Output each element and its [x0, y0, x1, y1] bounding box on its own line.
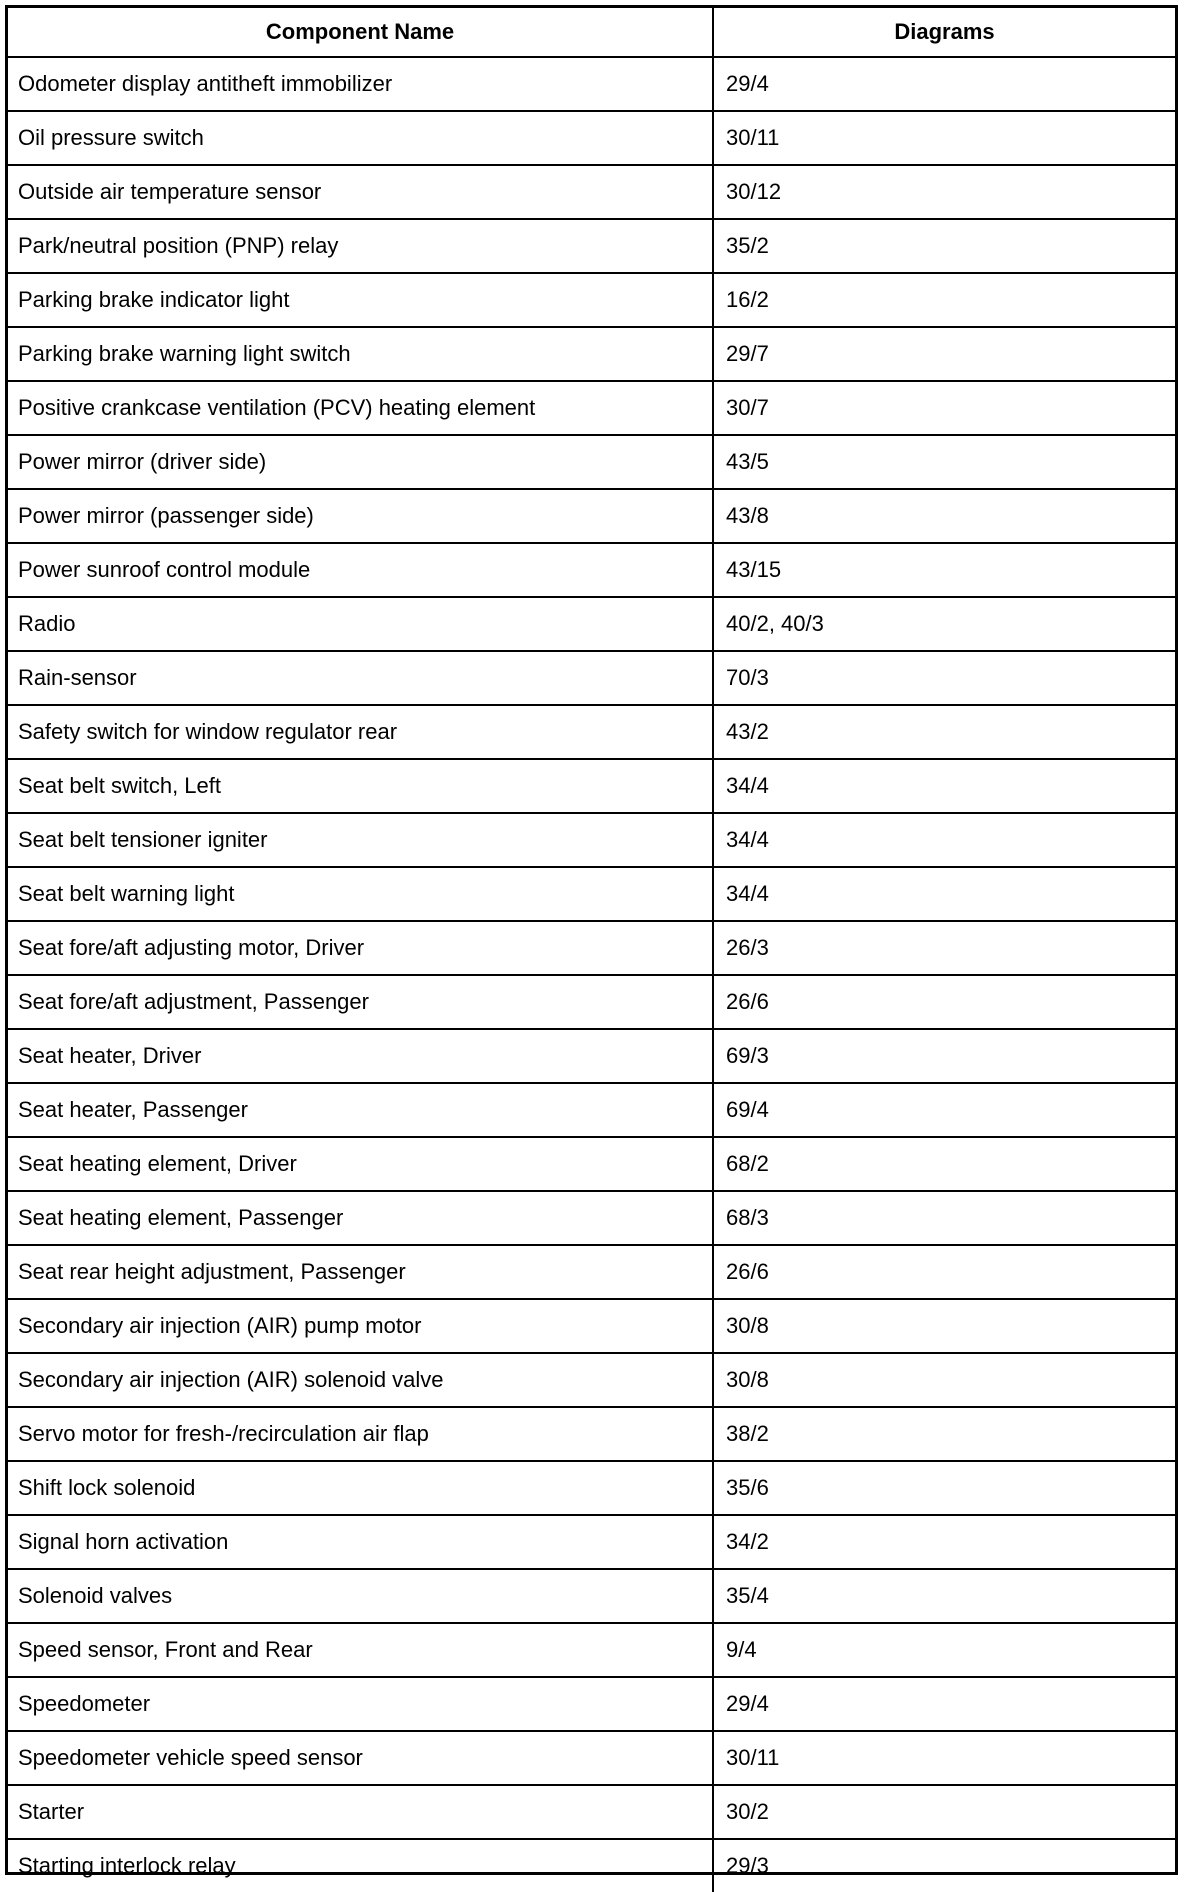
- diagrams-cell: 38/2: [713, 1407, 1175, 1461]
- diagrams-cell: 29/7: [713, 327, 1175, 381]
- table-row: [8, 327, 1175, 381]
- component-name-cell: Seat heater, Driver: [8, 1029, 713, 1083]
- diagrams-cell: 30/8: [713, 1299, 1175, 1353]
- table-row: [8, 435, 1175, 489]
- component-name-cell: Seat heater, Passenger: [8, 1083, 713, 1137]
- component-name-cell: Signal horn activation: [8, 1515, 713, 1569]
- component-name-cell: Seat fore/aft adjusting motor, Driver: [8, 921, 713, 975]
- component-name-cell: Radio: [8, 597, 713, 651]
- table-row: [8, 1083, 1175, 1137]
- table-row: [8, 1731, 1175, 1785]
- table-row: [8, 813, 1175, 867]
- table-row: [8, 1461, 1175, 1515]
- table-row: [8, 1623, 1175, 1677]
- diagrams-cell: 69/3: [713, 1029, 1175, 1083]
- component-name-cell: Seat heating element, Passenger: [8, 1191, 713, 1245]
- table-row: [8, 1785, 1175, 1839]
- table-row: [8, 1137, 1175, 1191]
- table-row: [8, 273, 1175, 327]
- table-row: [8, 921, 1175, 975]
- component-name-cell: Power mirror (driver side): [8, 435, 713, 489]
- diagrams-cell: 69/4: [713, 1083, 1175, 1137]
- component-name-cell: Seat heating element, Driver: [8, 1137, 713, 1191]
- diagrams-cell: 30/11: [713, 1731, 1175, 1785]
- table-row: [8, 1353, 1175, 1407]
- diagrams-cell: 16/2: [713, 273, 1175, 327]
- diagrams-cell: 29/3: [726, 1853, 769, 1878]
- component-name-cell: Speed sensor, Front and Rear: [8, 1623, 713, 1677]
- component-name-cell: Seat rear height adjustment, Passenger: [8, 1245, 713, 1299]
- component-name-cell: Park/neutral position (PNP) relay: [8, 219, 713, 273]
- table-row: [8, 381, 1175, 435]
- diagrams-cell: 43/2: [713, 705, 1175, 759]
- diagrams-cell: 43/8: [713, 489, 1175, 543]
- diagrams-cell: 34/2: [713, 1515, 1175, 1569]
- diagrams-cell: 40/2, 40/3: [713, 597, 1175, 651]
- diagrams-cell: 30/7: [713, 381, 1175, 435]
- diagrams-cell: 70/3: [713, 651, 1175, 705]
- component-name-cell: Shift lock solenoid: [8, 1461, 713, 1515]
- component-name-cell: Power sunroof control module: [8, 543, 713, 597]
- diagrams-cell: 30/11: [713, 111, 1175, 165]
- diagrams-cell: 43/5: [713, 435, 1175, 489]
- component-name-cell: Rain-sensor: [8, 651, 713, 705]
- component-diagram-table: [8, 8, 1175, 1892]
- column-header-diagrams: Diagrams: [713, 8, 1175, 57]
- table-row: [8, 975, 1175, 1029]
- component-name-cell: Oil pressure switch: [8, 111, 713, 165]
- diagrams-cell: 29/4: [713, 57, 1175, 111]
- table-row: [8, 1677, 1175, 1731]
- component-name-cell: Seat belt switch, Left: [8, 759, 713, 813]
- table-row: [8, 1569, 1175, 1623]
- component-name-cell: Secondary air injection (AIR) pump motor: [8, 1299, 713, 1353]
- table-row: [8, 489, 1175, 543]
- diagrams-cell: 43/15: [713, 543, 1175, 597]
- component-name-cell: Speedometer vehicle speed sensor: [8, 1731, 713, 1785]
- diagrams-cell: 35/6: [713, 1461, 1175, 1515]
- table-row: [8, 111, 1175, 165]
- component-name-cell: Starting interlock relay: [8, 1839, 713, 1892]
- table-row: [8, 651, 1175, 705]
- table-header: [8, 8, 1175, 57]
- table-row: [8, 57, 1175, 111]
- component-name-cell: Starter: [8, 1785, 713, 1839]
- component-name-cell: Solenoid valves: [8, 1569, 713, 1623]
- diagrams-cell: 35/2: [713, 219, 1175, 273]
- component-name-cell: Safety switch for window regulator rear: [8, 705, 713, 759]
- component-name-cell: Seat belt warning light: [8, 867, 713, 921]
- table-body: [8, 57, 1175, 1892]
- diagrams-cell: 9/4: [713, 1623, 1175, 1677]
- table-row: [8, 1029, 1175, 1083]
- component-name-cell: Seat fore/aft adjustment, Passenger: [8, 975, 713, 1029]
- diagrams-cell: 35/4: [713, 1569, 1175, 1623]
- diagrams-cell: 26/3: [713, 921, 1175, 975]
- component-name-cell: Seat belt tensioner igniter: [8, 813, 713, 867]
- diagrams-cell: 26/6: [713, 975, 1175, 1029]
- diagrams-cell: 68/2: [713, 1137, 1175, 1191]
- table-row: [8, 1299, 1175, 1353]
- diagrams-cell: 26/6: [713, 1245, 1175, 1299]
- diagrams-cell: 34/4: [713, 759, 1175, 813]
- component-name-cell: Parking brake indicator light: [8, 273, 713, 327]
- diagrams-cell: 30/12: [713, 165, 1175, 219]
- component-name-cell: Speedometer: [8, 1677, 713, 1731]
- component-name-cell: Secondary air injection (AIR) solenoid valve: [8, 1353, 713, 1407]
- table-row: [8, 1839, 1175, 1892]
- diagrams-cell: 34/4: [713, 867, 1175, 921]
- table-row: [8, 219, 1175, 273]
- table-row: [8, 543, 1175, 597]
- component-name-cell: Outside air temperature sensor: [8, 165, 713, 219]
- component-name-cell: Parking brake warning light switch: [8, 327, 713, 381]
- table-row: [8, 1245, 1175, 1299]
- table-row: [8, 1407, 1175, 1461]
- table-row: [8, 705, 1175, 759]
- table-row: [8, 1191, 1175, 1245]
- header-row: [8, 8, 1175, 57]
- diagrams-cell: 29/4: [713, 1677, 1175, 1731]
- table-row: [8, 759, 1175, 813]
- component-name-cell: Power mirror (passenger side): [8, 489, 713, 543]
- table-row: [8, 867, 1175, 921]
- component-name-cell: Odometer display antitheft immobilizer: [8, 57, 713, 111]
- diagrams-cell: 30/2: [713, 1785, 1175, 1839]
- table-row: [8, 165, 1175, 219]
- component-table-frame: [5, 5, 1178, 1878]
- column-header-component-name: Component Name: [8, 8, 713, 57]
- diagrams-cell: 68/3: [713, 1191, 1175, 1245]
- table-row: [8, 1515, 1175, 1569]
- component-name-cell: Positive crankcase ventilation (PCV) heating element: [8, 381, 713, 435]
- table-row: [8, 597, 1175, 651]
- diagrams-cell: 34/4: [713, 813, 1175, 867]
- diagrams-cell: 30/8: [713, 1353, 1175, 1407]
- component-name-cell: Servo motor for fresh-/recirculation air flap: [8, 1407, 713, 1461]
